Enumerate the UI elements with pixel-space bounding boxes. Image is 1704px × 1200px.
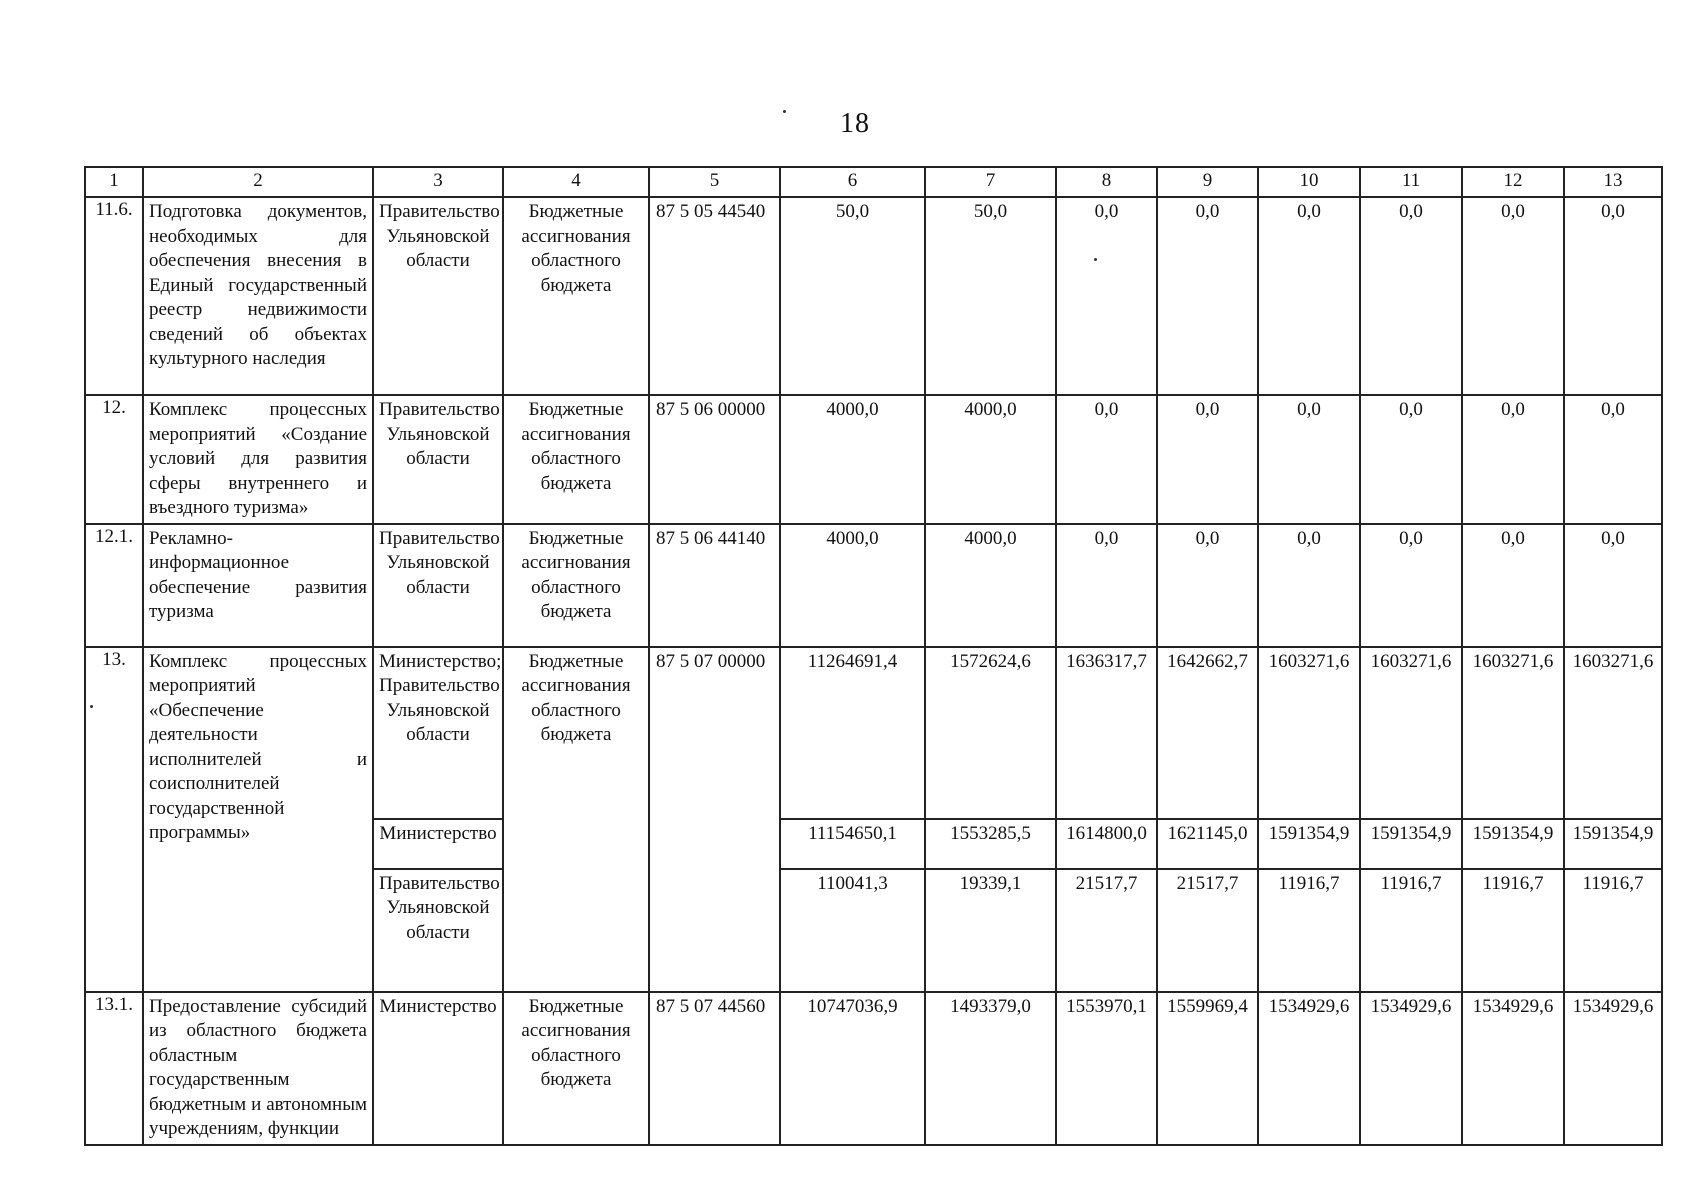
- value-cell: 11916,7: [1258, 869, 1360, 992]
- value-cell: 0,0: [1462, 197, 1564, 395]
- value-cell: 0,0: [1157, 197, 1258, 395]
- funding-source: Бюджетные ассигнования областного бюджета: [503, 395, 649, 524]
- value-cell: 11916,7: [1462, 869, 1564, 992]
- value-cell: 0,0: [1258, 395, 1360, 524]
- value-cell: 4000,0: [780, 524, 925, 647]
- event-name: Комплекс процессных мероприятий «Создание условий для развития сферы внутреннего и въездного туризма»: [143, 395, 373, 524]
- header-cell: 1: [85, 167, 143, 197]
- table-row: [85, 647, 1662, 819]
- budget-code: 87 5 06 44140: [649, 524, 780, 647]
- value-cell: 4000,0: [925, 395, 1056, 524]
- event-name: Рекламно-информационное обеспечение развития туризма: [143, 524, 373, 647]
- value-cell: 1636317,7: [1056, 647, 1157, 819]
- value-cell: 1642662,7: [1157, 647, 1258, 819]
- funding-source: Бюджетные ассигнования областного бюджета: [503, 992, 649, 1145]
- value-cell: 0,0: [1056, 197, 1157, 395]
- header-cell: 9: [1157, 167, 1258, 197]
- row-number: 11.6.: [85, 197, 143, 395]
- value-cell: 1591354,9: [1462, 819, 1564, 869]
- page-number: 18: [840, 108, 870, 139]
- value-cell: 0,0: [1564, 524, 1662, 647]
- value-cell: 21517,7: [1056, 869, 1157, 992]
- value-cell: 0,0: [1360, 395, 1462, 524]
- value-cell: 0,0: [1462, 524, 1564, 647]
- row-number: 12.: [85, 395, 143, 524]
- executor: Министерство; Правительство Ульяновской области: [373, 647, 503, 819]
- value-cell: 1534929,6: [1258, 992, 1360, 1145]
- executor: Правительство Ульяновской области: [373, 524, 503, 647]
- budget-code: 87 5 06 00000: [649, 395, 780, 524]
- event-name: Подготовка документов, необходимых для обеспечения внесения в Единый государственный реестр недвижимости сведений об объектах культурного наследия: [143, 197, 373, 395]
- value-cell: 0,0: [1360, 524, 1462, 647]
- executor: Министерство: [373, 992, 503, 1145]
- header-cell: 2: [143, 167, 373, 197]
- header-row: [85, 167, 1662, 197]
- value-cell: 1572624,6: [925, 647, 1056, 819]
- header-cell: 11: [1360, 167, 1462, 197]
- row-number: 13.1.: [85, 992, 143, 1145]
- value-cell: 10747036,9: [780, 992, 925, 1145]
- event-name: Комплекс процессных мероприятий «Обеспечение деятельности исполнителей и соисполнителей государственной программы»: [143, 647, 373, 992]
- value-cell: 1493379,0: [925, 992, 1056, 1145]
- header-cell: 10: [1258, 167, 1360, 197]
- value-cell: 1621145,0: [1157, 819, 1258, 869]
- value-cell: 0,0: [1056, 395, 1157, 524]
- scan-speck: [783, 110, 786, 113]
- value-cell: 1553285,5: [925, 819, 1056, 869]
- funding-source: Бюджетные ассигнования областного бюджета: [503, 647, 649, 992]
- scan-speck: [90, 705, 93, 708]
- executor: Правительство Ульяновской области: [373, 395, 503, 524]
- budget-code: 87 5 07 44560: [649, 992, 780, 1145]
- value-cell: 0,0: [1157, 395, 1258, 524]
- header-cell: 3: [373, 167, 503, 197]
- value-cell: 11154650,1: [780, 819, 925, 869]
- value-cell: 0,0: [1462, 395, 1564, 524]
- value-cell: 0,0: [1360, 197, 1462, 395]
- value-cell: 1534929,6: [1462, 992, 1564, 1145]
- header-cell: 13: [1564, 167, 1662, 197]
- header-cell: 4: [503, 167, 649, 197]
- budget-table: [84, 166, 1663, 1146]
- value-cell: 1603271,6: [1360, 647, 1462, 819]
- scan-speck: [1094, 258, 1097, 261]
- value-cell: 4000,0: [925, 524, 1056, 647]
- header-cell: 12: [1462, 167, 1564, 197]
- row-number: 12.1.: [85, 524, 143, 647]
- value-cell: 11916,7: [1360, 869, 1462, 992]
- value-cell: 0,0: [1258, 197, 1360, 395]
- value-cell: 0,0: [1564, 197, 1662, 395]
- table-row: [85, 395, 1662, 524]
- value-cell: 1614800,0: [1056, 819, 1157, 869]
- value-cell: 1591354,9: [1258, 819, 1360, 869]
- value-cell: 1591354,9: [1564, 819, 1662, 869]
- value-cell: 1603271,6: [1258, 647, 1360, 819]
- value-cell: 11916,7: [1564, 869, 1662, 992]
- header-cell: 5: [649, 167, 780, 197]
- row-number: 13.: [85, 647, 143, 992]
- executor: Правительство Ульяновской области: [373, 869, 503, 992]
- value-cell: 21517,7: [1157, 869, 1258, 992]
- value-cell: 1553970,1: [1056, 992, 1157, 1145]
- header-cell: 6: [780, 167, 925, 197]
- value-cell: 110041,3: [780, 869, 925, 992]
- value-cell: 1534929,6: [1564, 992, 1662, 1145]
- value-cell: 0,0: [1056, 524, 1157, 647]
- value-cell: 1534929,6: [1360, 992, 1462, 1145]
- executor: Правительство Ульяновской области: [373, 197, 503, 395]
- budget-code: 87 5 07 00000: [649, 647, 780, 992]
- value-cell: 1559969,4: [1157, 992, 1258, 1145]
- table-row: [85, 524, 1662, 647]
- value-cell: 4000,0: [780, 395, 925, 524]
- header-cell: 7: [925, 167, 1056, 197]
- value-cell: 50,0: [925, 197, 1056, 395]
- value-cell: 11264691,4: [780, 647, 925, 819]
- table-row: [85, 197, 1662, 395]
- value-cell: 50,0: [780, 197, 925, 395]
- budget-code: 87 5 05 44540: [649, 197, 780, 395]
- table-row: [85, 992, 1662, 1145]
- funding-source: Бюджетные ассигнования областного бюджета: [503, 524, 649, 647]
- value-cell: 0,0: [1258, 524, 1360, 647]
- value-cell: 19339,1: [925, 869, 1056, 992]
- value-cell: 1591354,9: [1360, 819, 1462, 869]
- funding-source: Бюджетные ассигнования областного бюджета: [503, 197, 649, 395]
- executor: Министерство: [373, 819, 503, 869]
- value-cell: 1603271,6: [1462, 647, 1564, 819]
- value-cell: 0,0: [1564, 395, 1662, 524]
- event-name: Предоставление субсидий из областного бюджета областным государственным бюджетным и автономным учреждениям, функции: [143, 992, 373, 1145]
- value-cell: 1603271,6: [1564, 647, 1662, 819]
- value-cell: 0,0: [1157, 524, 1258, 647]
- header-cell: 8: [1056, 167, 1157, 197]
